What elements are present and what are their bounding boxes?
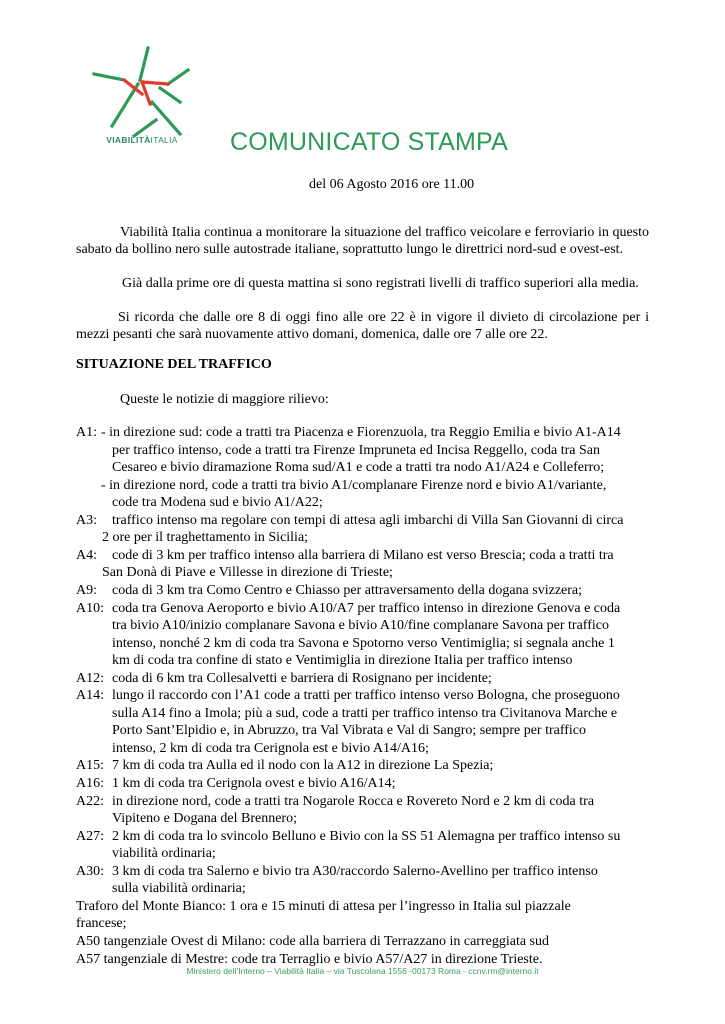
entry-label: A16: bbox=[76, 776, 104, 791]
entry-line: sulla A14 fino a Imola; più a sud, code a tratti per traffico intenso tra Civitanova Marche e bbox=[112, 705, 618, 721]
entry-label: A10: bbox=[76, 600, 104, 616]
entry-line: 2 km di coda tra lo svincolo Belluno e Bivio con la SS 51 Alemagna per traffico intenso su bbox=[112, 828, 621, 844]
logo-wordmark: VIABILITÀITALIA bbox=[106, 135, 178, 145]
press-release-date: del 06 Agosto 2016 ore 11.00 bbox=[309, 177, 475, 192]
entry-line: lungo il raccordo con l’A1 code a tratti per traffico intenso verso Bologna, che proseguono bbox=[112, 688, 620, 704]
entry-label: A4: bbox=[76, 547, 97, 563]
entry-line: traffico intenso ma regolare con tempi di attesa agli imbarchi di Villa San Giovanni di circa bbox=[112, 512, 624, 528]
entry-label: A22: bbox=[76, 793, 104, 809]
entry-label: A14: bbox=[76, 688, 104, 704]
logo-stroke bbox=[94, 74, 124, 80]
intro-paragraph-2: Già dalla prime ore di questa mattina si sono registrati livelli di traffico superiori alla media. bbox=[122, 276, 639, 291]
logo-stroke bbox=[168, 70, 188, 84]
page-title: COMUNICATO STAMPA bbox=[230, 128, 508, 156]
entry-label: A15: bbox=[76, 758, 104, 774]
logo-stroke-red bbox=[142, 82, 168, 84]
entry-line: in direzione nord, code a tratti tra Nogarole Rocca e Rovereto Nord e 2 km di coda tra bbox=[112, 793, 595, 809]
logo-stroke bbox=[134, 120, 156, 136]
entry-line: Cesareo e bivio diramazione Roma sud/A1 e code a tratti tra nodo A1/A24 e Colleferro; bbox=[112, 460, 605, 476]
entry-line: intenso, 2 km di coda tra Cerignola est e bivio A14/A16; bbox=[112, 740, 429, 756]
entry-label: A30: bbox=[76, 863, 104, 879]
entry-label: A12: bbox=[76, 670, 104, 686]
logo-stroke bbox=[160, 88, 180, 102]
entry-line: 2 ore per il traghettamento in Sicilia; bbox=[102, 530, 309, 546]
entry-line: - in direzione nord, code a tratti tra bivio A1/complanare Firenze nord e bivio A1/variante, bbox=[101, 477, 607, 493]
entry-line: francese; bbox=[76, 916, 127, 932]
entry-line: A50 tangenziale Ovest di Milano: code alla barriera di Terrazzano in carreggiata sud bbox=[76, 933, 549, 949]
entry-label: A3: bbox=[76, 512, 97, 528]
footer: Ministero dell’Interno – Viabilità Italia – via Tuscolana 1556 -00173 Roma - ccnv.rm@interno.it bbox=[186, 966, 539, 976]
intro-paragraph-1: Viabilità Italia continua a monitorare la situazione del traffico veicolare e ferroviario in questo sabato da bollino nero sulle autostrade italiane, soprattutto lungo le direttrici nord-sud e ovest-est. bbox=[76, 225, 649, 257]
entry-line: code di 3 km per traffico intenso alla barriera di Milano est verso Brescia; coda a tratti tra bbox=[112, 547, 614, 563]
entry-line: - in direzione sud: code a tratti tra Piacenza e Fiorenzuola, tra Reggio Emilia e bivio A1-A14 bbox=[101, 425, 621, 440]
entry-line: tra bivio A10/inizio complanare Savona e bivio A10/fine complanare Savona per traffico bbox=[112, 618, 609, 634]
intro-paragraph-3: Si ricorda che dalle ore 8 di oggi fino alle ore 22 è in vigore il divieto di circolazione per i mezzi pesanti che sarà nuovamente attivo domani, domenica, dalle ore 7 alle ore 22. bbox=[76, 310, 649, 342]
entry-line: Traforo del Monte Bianco: 1 ora e 15 minuti di attesa per l’ingresso in Italia sul piazzale bbox=[76, 898, 571, 914]
entry-line: per traffico intenso, code a tratti tra Firenze Impruneta ed Incisa Reggello, coda tra San bbox=[112, 442, 600, 458]
entry-label: A27: bbox=[76, 828, 104, 844]
entry-line: sulla viabilità ordinaria; bbox=[112, 881, 246, 897]
entry-line: intenso, nonché 2 km di coda tra Savona e Spotorno verso Ventimiglia; si segnala anche 1 bbox=[112, 635, 615, 651]
entry-line: coda di 3 km tra Como Centro e Chiasso per attraversamento della dogana svizzera; bbox=[112, 582, 583, 598]
entry-line: viabilità ordinaria; bbox=[112, 846, 216, 862]
section-lead: Queste le notizie di maggiore rilievo: bbox=[120, 392, 329, 407]
entry-line: 1 km di coda tra Cerignola ovest e bivio A16/A14; bbox=[112, 776, 396, 791]
entry-line: km di coda tra confine di stato e Ventimiglia in direzione Italia per traffico intenso bbox=[112, 653, 573, 669]
entry-line: A57 tangenziale di Mestre: code tra Terraglio e bivio A57/A27 in direzione Trieste. bbox=[76, 951, 543, 967]
entry-label: A9: bbox=[76, 582, 97, 598]
logo-stroke bbox=[112, 84, 138, 126]
entry-line: coda tra Genova Aeroporto e bivio A10/A7 per traffico intenso in direzione Genova e coda bbox=[112, 600, 621, 616]
section-heading: SITUAZIONE DEL TRAFFICO bbox=[76, 357, 272, 372]
entry-line: coda di 6 km tra Collesalvetti e barriera di Rosignano per incidente; bbox=[112, 670, 492, 686]
entry-line: Porto Sant’Elpidio e, in Abruzzo, tra Val Vibrata e Val di Sangro; sempre per traffico bbox=[112, 723, 587, 739]
entry-label: A1: bbox=[76, 425, 97, 440]
entry-line: 3 km di coda tra Salerno e bivio tra A30/raccordo Salerno-Avellino per traffico intenso bbox=[112, 863, 598, 879]
entry-line: Vipiteno e Dogana del Brennero; bbox=[112, 811, 297, 827]
entry-line: code tra Modena sud e bivio A1/A22; bbox=[112, 495, 323, 511]
entry-line: San Donà di Piave e Villesse in direzione di Trieste; bbox=[102, 565, 393, 581]
logo-stroke bbox=[140, 48, 148, 80]
entry-line: 7 km di coda tra Aulla ed il nodo con la A12 in direzione La Spezia; bbox=[112, 758, 494, 774]
